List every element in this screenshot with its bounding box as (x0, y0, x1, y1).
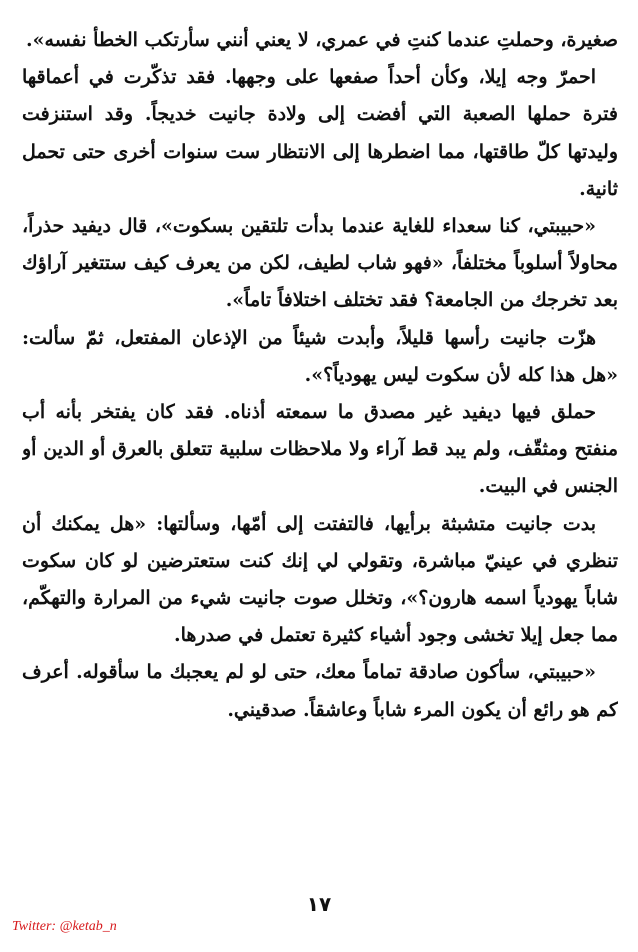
page-body (22, 22, 618, 882)
text-block (22, 22, 618, 729)
paragraph-7: «حبيبتي، سأكون صادقة تماماً معك، حتى لو لم يعجبك ما سأقوله. أعرف كم هو رائع أن يكون المرء شاباً وعاشقاً. صدقيني. (22, 661, 618, 721)
watermark: Twitter: @ketab_n (12, 919, 117, 934)
paragraph-2: احمرّ وجه إيلا، وكأن أحداً صفعها على وجهها. فقد تذكّرت في أعماقها فترة حملها الصعبة التي أفضت إلى ولادة جانيت خديجاً. وقد استنزفت وليدتها كلّ طاقتها، مما اضطرها إلى الانتظار ست سنوات أخرى حتى تحمل ثانية. (22, 66, 618, 200)
paragraph-6: بدت جانيت متشبثة برأيها، فالتفتت إلى أمّها، وسألتها: «هل يمكنك أن تنظري في عينيّ مباشرة، وتقولي لي إنك كنت ستعترضين لو كان سكوت شاباً يهودياً اسمه هارون؟»، وتخلل صوت جانيت شيء من المرارة والتهكّم، مما جعل إيلا تخشى وجود أشياء كثيرة تعتمل في صدرها. (22, 512, 618, 647)
paragraph-3: «حبيبتي، كنا سعداء للغاية عندما بدأت تلتقين بسكوت»، قال ديفيد حذراً، محاولاً أسلوباً مختلفاً، «فهو شاب لطيف، لكن من يعرف كيف ستتغير آراؤك بعد تخرجك من الجامعة؟ فقد تختلف اختلافاً تاماً». (22, 215, 618, 312)
paragraph-1: صغيرة، وحملتِ عندما كنتِ في عمري، لا يعني أنني سأرتكب الخطأ نفسه». (26, 29, 618, 51)
paragraph-4: هزّت جانيت رأسها قليلاً، وأبدت شيئاً من الإذعان المفتعل، ثمّ سألت: «هل هذا كله لأن سكوت ليس يهودياً؟». (22, 326, 618, 386)
page-number: ١٧ (306, 892, 332, 916)
paragraph-5: حملق فيها ديفيد غير مصدق ما سمعته أذناه. فقد كان يفتخر بأنه أب منفتح ومثقّف، ولم يبد قط آراء ولا ملاحظات سلبية تتعلق بالعرق أو الدين أو الجنس في البيت. (22, 401, 618, 498)
